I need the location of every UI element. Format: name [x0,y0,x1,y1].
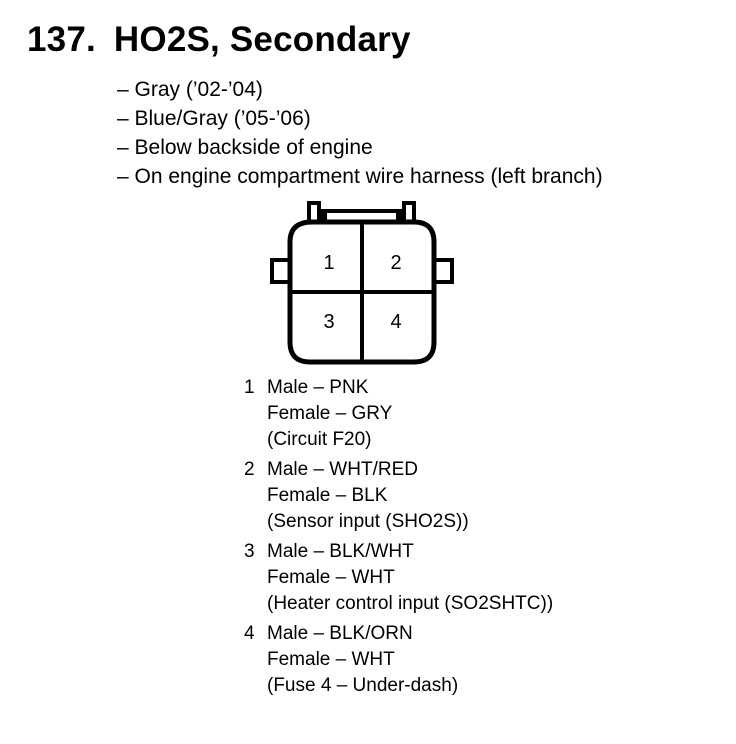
pin-number: 1 [244,377,255,398]
note-color-late: – Blue/Gray (’05-’06) [117,107,311,130]
female-wire: Female – WHT [267,567,395,588]
pin-number: 4 [244,623,255,644]
title-text: HO2S, Secondary [113,20,411,59]
pin-number: 3 [244,541,255,562]
pin-3-entry [240,539,553,617]
cavity-1-label: 1 [323,252,335,274]
circuit-description: (Fuse 4 – Under-dash) [267,675,459,696]
circuit-description: (Circuit F20) [267,429,372,450]
pinout-list [240,375,553,703]
female-wire: Female – WHT [267,649,395,670]
pin-1-entry [240,375,553,453]
female-wire: Female – BLK [267,485,388,506]
page-title [27,20,411,60]
left-ear [272,260,290,282]
male-wire: Male – PNK [267,377,369,398]
note-color-early: – Gray (’02-’04) [117,78,263,101]
pin-number: 2 [244,459,255,480]
male-wire: Male – BLK/ORN [267,623,413,644]
female-wire: Female – GRY [267,403,393,424]
note-location: – Below backside of engine [117,136,373,159]
pin-4-entry [240,621,553,699]
male-wire: Male – WHT/RED [267,459,418,480]
male-wire: Male – BLK/WHT [267,541,414,562]
cavity-2-label: 2 [390,252,402,274]
circuit-description: (Sensor input (SHO2S)) [267,511,469,532]
cavity-4-label: 4 [390,311,402,333]
pin-2-entry [240,457,553,535]
connector-face-diagram [268,200,458,372]
cavity-3-label: 3 [323,311,335,333]
note-harness: – On engine compartment wire harness (left branch) [117,165,603,188]
title-number: 137. [27,20,96,59]
circuit-description: (Heater control input (SO2SHTC)) [267,593,554,614]
right-ear [434,260,452,282]
connector-notes [117,75,603,191]
